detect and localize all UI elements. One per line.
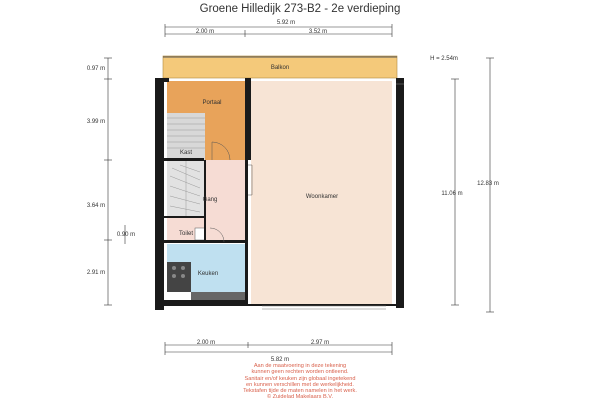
dim-bottom-right: 2.97 m	[310, 340, 330, 346]
room-label-balkon: Balkon	[270, 65, 290, 71]
dim-left-2: 3.99 m	[86, 119, 106, 125]
room-label-portaal: Portaal	[202, 100, 222, 106]
disclaimer-line-4: en kunnen verschillen met de werkelijkheid.	[246, 381, 354, 388]
dim-left-4: 0.90 m	[116, 232, 136, 238]
toilet-fixture	[195, 228, 205, 240]
copyright-block	[150, 388, 450, 401]
plan-title: Groene Hilledijk 273-B2 - 2e verdieping	[199, 3, 401, 15]
dim-bottom-total: 5.82 m	[270, 357, 290, 363]
ceiling-height: H = 2.54m	[430, 56, 458, 62]
copyright-line: © Zuidelad Makelaars B.V.	[266, 394, 334, 401]
room-label-kast: Kast	[179, 150, 193, 156]
dim-top-left: 2.00 m	[195, 29, 215, 35]
dim-right-outer: 12.83 m	[477, 181, 499, 187]
disclaimer-line-3: Sanitair en/of keuken zijn globaal ingetekend	[244, 375, 356, 382]
disclaimer-line-2: kunnen geen rechten worden ontleend.	[251, 369, 349, 376]
woonkamer-area	[251, 81, 392, 305]
dim-left-5: 2.91 m	[86, 270, 106, 276]
disclaimer-line-1: Aan de maatvoering in deze tekening	[253, 363, 347, 369]
dim-top-right: 3.52 m	[308, 29, 328, 35]
dim-right-inner: 11.06 m	[441, 191, 463, 197]
disclaimer-block	[150, 363, 450, 388]
dim-left-1: 0.97 m	[86, 66, 106, 72]
kitchen-counter	[167, 262, 191, 292]
dim-top-total: 5.92 m	[276, 20, 296, 26]
room-label-woonkamer: Woonkamer	[305, 194, 339, 200]
dimension-left	[104, 58, 125, 305]
room-label-gang: Gang	[202, 197, 218, 203]
kitchen-unit	[191, 292, 245, 300]
room-label-keuken: Keuken	[197, 271, 219, 277]
room-label-toilet: Toilet	[178, 231, 194, 237]
dim-left-3: 3.64 m	[86, 203, 106, 209]
disclaimer-line-5: Tekstafen tijde de maten namelen in het werk.	[243, 388, 357, 394]
dim-bottom-left: 2.00 m	[196, 340, 216, 346]
